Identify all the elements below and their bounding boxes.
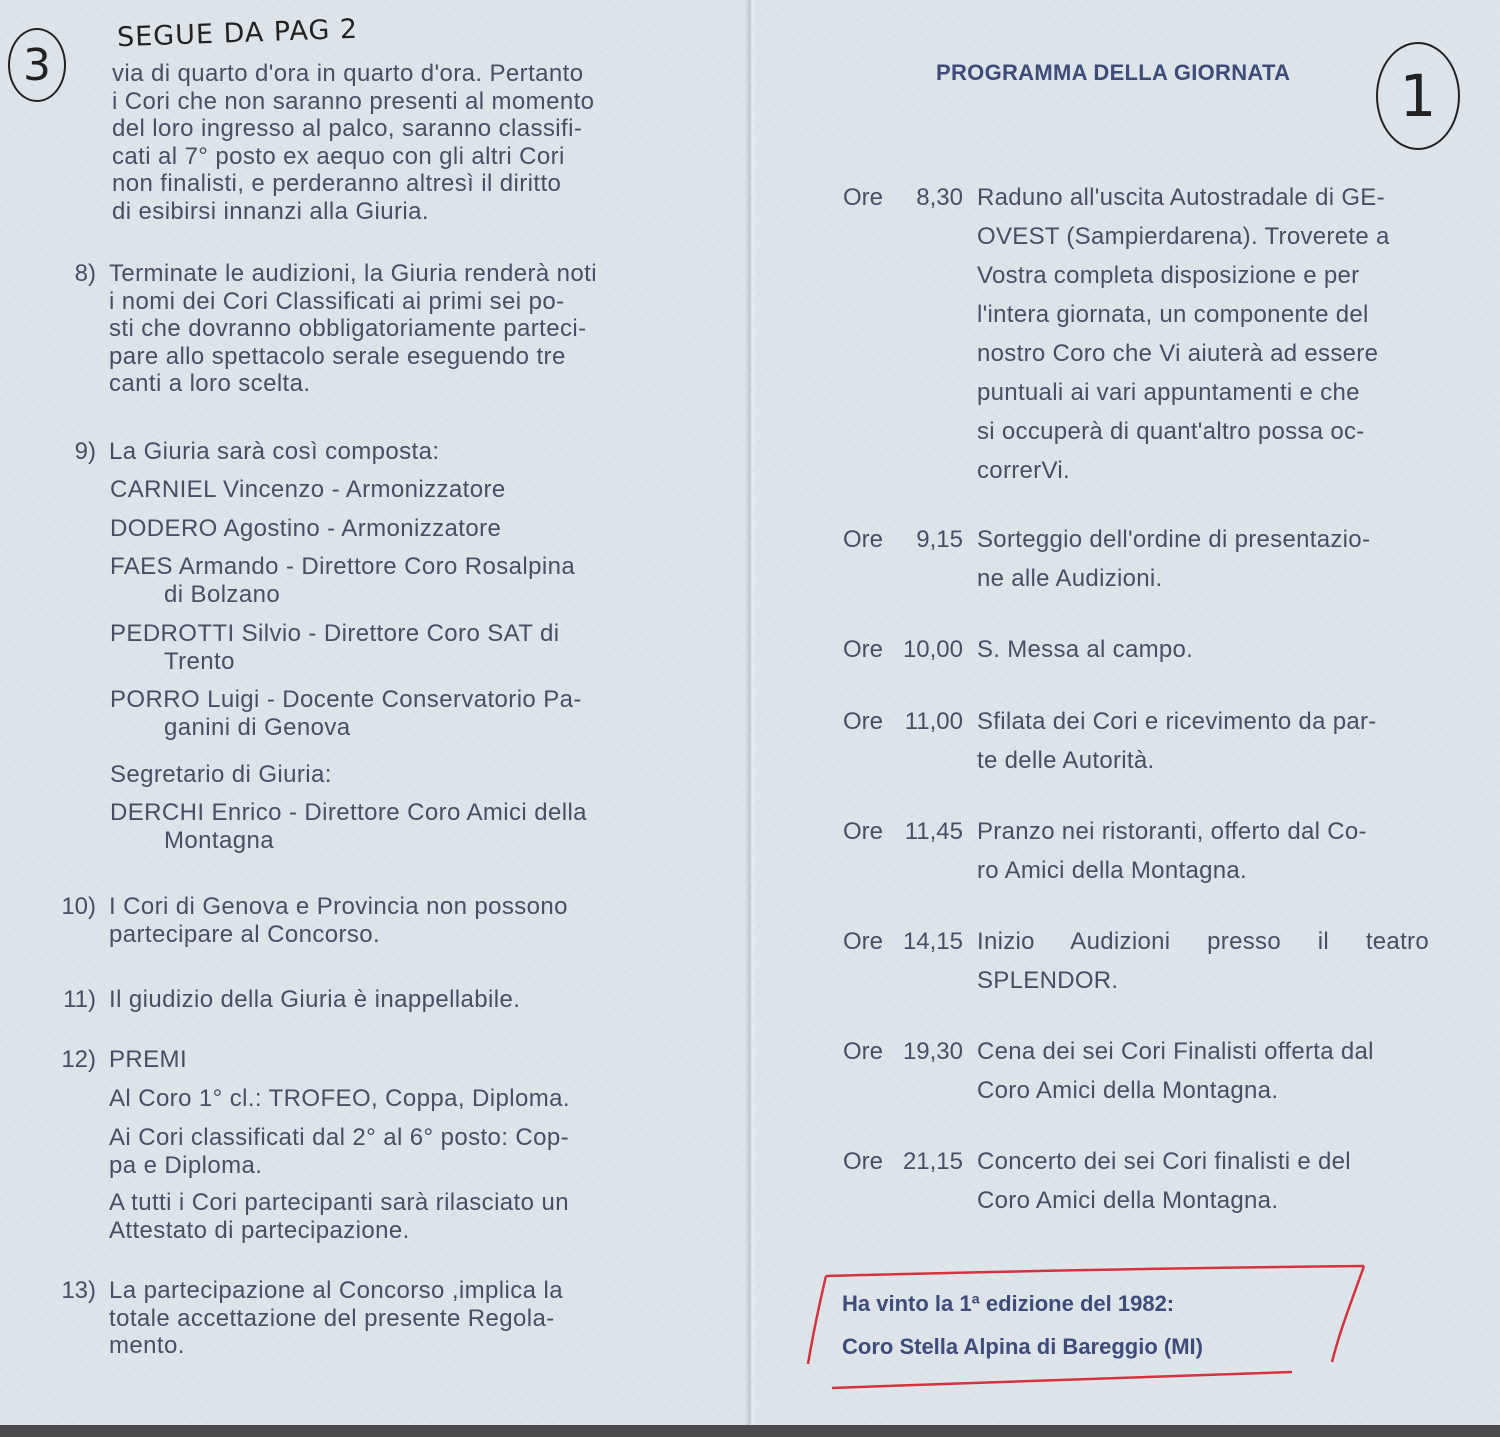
text-line: Concerto dei sei Cori finalisti e del xyxy=(977,1148,1351,1175)
jury-member-name: FAES Armando - Direttore Coro Rosalpina xyxy=(110,553,576,580)
text-line: totale accettazione del presente Regola- xyxy=(109,1304,555,1332)
text-line: SPLENDOR. xyxy=(977,967,1119,994)
text-line: Inizio Audizioni presso il teatro xyxy=(977,928,1429,955)
text-line: si occuperà di quant'altro possa oc- xyxy=(977,418,1365,445)
text-line: Ai Cori classificati dal 2° al 6° posto: Cop- xyxy=(109,1124,570,1151)
item-8-number: 8) xyxy=(74,260,96,287)
winner-line-1: Ha vinto la 1ª edizione del 1982: xyxy=(842,1291,1175,1316)
text-line: ro Amici della Montagna. xyxy=(977,857,1248,884)
schedule-time: 19,30 xyxy=(902,1038,963,1065)
text-line: Terminate le audizioni, la Giuria renderà noti xyxy=(109,260,597,287)
schedule-time: 9,15 xyxy=(916,526,963,553)
winner-line-2: Coro Stella Alpina di Bareggio (MI) xyxy=(842,1334,1203,1359)
schedule-ore: Ore xyxy=(843,818,884,845)
text-line: La partecipazione al Concorso ,implica la xyxy=(109,1277,563,1304)
schedule-ore: Ore xyxy=(843,928,884,955)
item-10-number: 10) xyxy=(61,893,96,920)
jury-member-cont: Trento xyxy=(164,647,235,675)
text-line: Coro Amici della Montagna. xyxy=(977,1077,1279,1104)
text-line: Pranzo nei ristoranti, offerto dal Co- xyxy=(977,818,1367,845)
text-line: OVEST (Sampierdarena). Troverete a xyxy=(977,223,1390,250)
secretary-cont: Montagna xyxy=(164,826,274,854)
text-line: Cena dei sei Cori Finalisti offerta dal xyxy=(977,1038,1374,1065)
text-line: canti a loro scelta. xyxy=(109,370,311,397)
prize-first: Al Coro 1° cl.: TROFEO, Coppa, Diploma. xyxy=(109,1085,570,1112)
schedule-time: 8,30 xyxy=(916,184,963,211)
item-9-heading: La Giuria sarà così composta: xyxy=(109,438,440,465)
schedule-ore: Ore xyxy=(843,526,884,553)
text-line: S. Messa al campo. xyxy=(977,636,1194,663)
text-line: di esibirsi innanzi alla Giuria. xyxy=(112,197,429,225)
text-line: pa e Diploma. xyxy=(109,1151,263,1179)
program-title: PROGRAMMA DELLA GIORNATA xyxy=(936,60,1291,85)
secretary-name: DERCHI Enrico - Direttore Coro Amici della xyxy=(110,799,587,826)
item-12-heading: PREMI xyxy=(109,1046,188,1073)
schedule-ore: Ore xyxy=(843,1038,884,1065)
item-9-number: 9) xyxy=(74,438,96,465)
text-line: Sfilata dei Cori e ricevimento da par- xyxy=(977,708,1377,735)
schedule-time: 21,15 xyxy=(902,1148,963,1175)
text-line: A tutti i Cori partecipanti sarà rilasciato un xyxy=(109,1189,569,1216)
text-line: mento. xyxy=(109,1332,185,1359)
schedule-time: 10,00 xyxy=(902,636,963,663)
text-line: via di quarto d'ora in quarto d'ora. Pertanto xyxy=(112,60,584,87)
jury-member-cont: di Bolzano xyxy=(164,580,281,608)
text-line: i nomi dei Cori Classificati ai primi sei po- xyxy=(109,287,565,315)
text-line: I Cori di Genova e Provincia non possono xyxy=(109,893,568,920)
text-line: del loro ingresso al palco, saranno classifi- xyxy=(112,115,583,142)
schedule-time: 11,45 xyxy=(904,818,963,845)
jury-member-cont: ganini di Genova xyxy=(164,713,351,741)
item-13-number: 13) xyxy=(61,1277,96,1304)
item-11-number: 11) xyxy=(63,986,96,1013)
text-line: Attestato di partecipazione. xyxy=(109,1216,410,1244)
text-line: Raduno all'uscita Autostradale di GE- xyxy=(977,184,1385,211)
jury-member-name: PEDROTTI Silvio - Direttore Coro SAT di xyxy=(110,620,560,647)
jury-member-name: CARNIEL Vincenzo - Armonizzatore xyxy=(110,476,506,503)
text-line: l'intera giornata, un componente del xyxy=(977,301,1369,328)
text-line: non finalisti, e perderanno altresì il diritto xyxy=(112,170,562,197)
text-line: pare allo spettacolo serale eseguendo tre xyxy=(109,342,566,370)
handwritten-note: SEGUE DA PAG 2 xyxy=(116,13,359,54)
page-number-right: 1 xyxy=(1399,62,1437,130)
text-line: te delle Autorità. xyxy=(977,747,1155,774)
text-line: sti che dovranno obbligatoriamente parteci- xyxy=(109,315,587,342)
text-line: partecipare al Concorso. xyxy=(109,920,381,948)
schedule-ore: Ore xyxy=(843,636,884,663)
text-line: Il giudizio della Giuria è inappellabile. xyxy=(109,986,521,1013)
schedule-time: 11,00 xyxy=(904,708,963,735)
text-line: i Cori che non saranno presenti al momento xyxy=(112,87,595,115)
schedule-ore: Ore xyxy=(843,184,884,211)
secretary-label: Segretario di Giuria: xyxy=(110,761,332,788)
schedule-ore: Ore xyxy=(843,708,884,735)
jury-member-name: DODERO Agostino - Armonizzatore xyxy=(110,515,502,542)
jury-member-name: PORRO Luigi - Docente Conservatorio Pa- xyxy=(110,686,582,713)
text-line: ne alle Audizioni. xyxy=(977,565,1163,592)
text-line: Vostra completa disposizione e per xyxy=(977,262,1360,289)
text-line: puntuali ai vari appuntamenti e che xyxy=(977,379,1360,406)
page-number-left: 3 xyxy=(23,39,51,91)
text-line: Coro Amici della Montagna. xyxy=(977,1187,1279,1214)
schedule-time: 14,15 xyxy=(902,928,963,955)
schedule-ore: Ore xyxy=(843,1148,884,1175)
text-line: Sorteggio dell'ordine di presentazio- xyxy=(977,526,1371,553)
item-12-number: 12) xyxy=(61,1046,96,1073)
text-line: nostro Coro che Vi aiuterà ad essere xyxy=(977,340,1379,367)
text-line: correrVi. xyxy=(977,457,1070,484)
text-line: cati al 7° posto ex aequo con gli altri Cori xyxy=(112,142,565,170)
